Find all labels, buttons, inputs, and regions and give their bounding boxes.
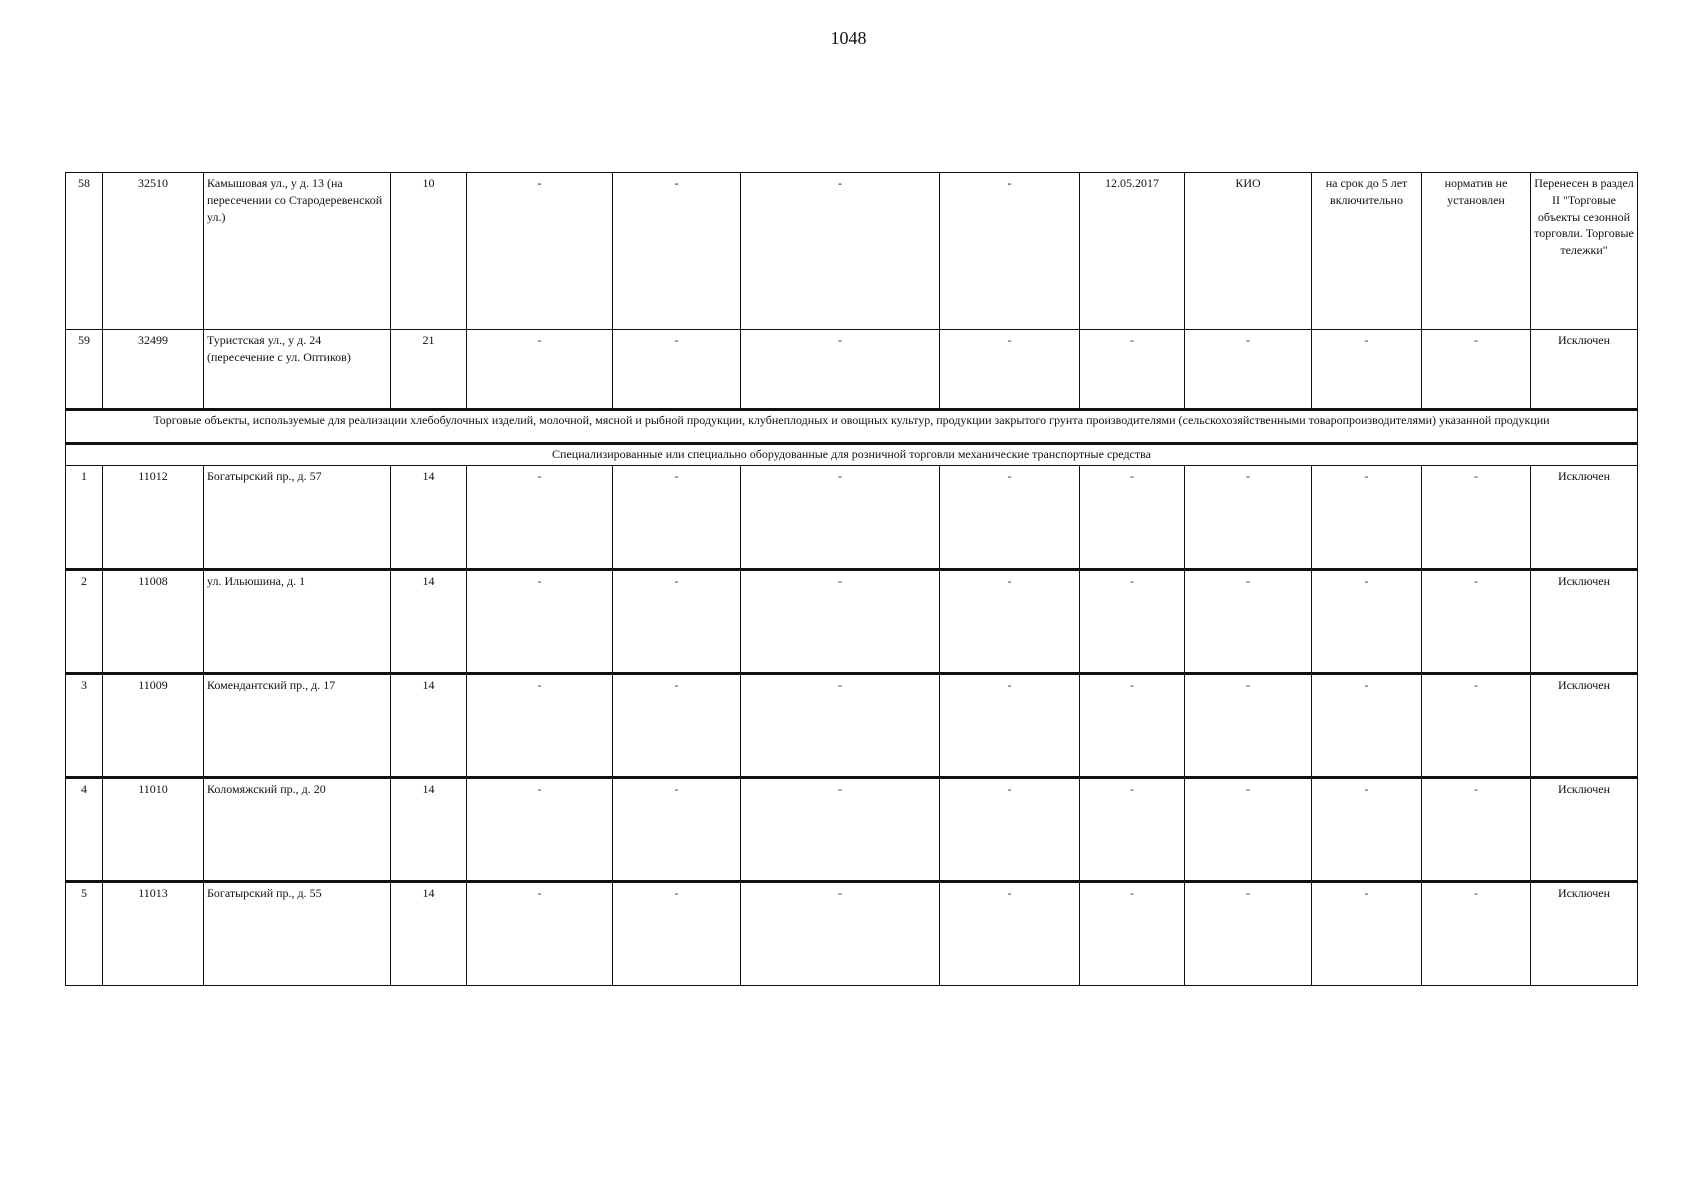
cell-col7: - — [741, 173, 940, 330]
cell-area: 10 — [391, 173, 467, 330]
cell-note: Перенесен в раздел II "Торговые объекты сезонной торговли. Торговые тележки" — [1531, 173, 1638, 330]
table-body-top — [66, 173, 1638, 410]
cell-address: Камышовая ул., у д. 13 (на пересечении со Стародеревенской ул.) — [204, 173, 391, 330]
cell-org: - — [1185, 330, 1312, 410]
cell-org: - — [1185, 881, 1312, 985]
cell-col7: - — [741, 881, 940, 985]
cell-col6: - — [613, 777, 741, 881]
cell-num: 1 — [66, 465, 103, 569]
cell-code: 11008 — [103, 569, 204, 673]
cell-note: Исключен — [1531, 777, 1638, 881]
cell-col6: - — [613, 673, 741, 777]
table-row — [66, 673, 1638, 777]
page-number: 1048 — [830, 28, 867, 48]
cell-num: 4 — [66, 777, 103, 881]
cell-col6: - — [613, 569, 741, 673]
cell-date: - — [1080, 777, 1185, 881]
cell-col7: - — [741, 569, 940, 673]
cell-term: на срок до 5 лет включительно — [1312, 173, 1422, 330]
cell-col6: - — [613, 173, 741, 330]
table-row — [66, 777, 1638, 881]
table-row — [66, 881, 1638, 985]
cell-date: - — [1080, 673, 1185, 777]
cell-term: - — [1312, 881, 1422, 985]
cell-area: 21 — [391, 330, 467, 410]
cell-col8: - — [940, 173, 1080, 330]
cell-col8: - — [940, 777, 1080, 881]
cell-col8: - — [940, 330, 1080, 410]
cell-col6: - — [613, 465, 741, 569]
cell-area: 14 — [391, 673, 467, 777]
cell-org: - — [1185, 777, 1312, 881]
cell-term: - — [1312, 569, 1422, 673]
cell-org: - — [1185, 465, 1312, 569]
cell-area: 14 — [391, 881, 467, 985]
cell-num: 5 — [66, 881, 103, 985]
cell-code: 32499 — [103, 330, 204, 410]
cell-area: 14 — [391, 465, 467, 569]
cell-note: Исключен — [1531, 881, 1638, 985]
cell-norm: - — [1422, 777, 1531, 881]
cell-col5: - — [467, 330, 613, 410]
cell-col5: - — [467, 465, 613, 569]
section-subtitle-row — [66, 444, 1638, 466]
cell-num: 3 — [66, 673, 103, 777]
cell-num: 58 — [66, 173, 103, 330]
cell-date: - — [1080, 330, 1185, 410]
cell-col5: - — [467, 673, 613, 777]
cell-num: 59 — [66, 330, 103, 410]
cell-norm: - — [1422, 330, 1531, 410]
cell-address: Богатырский пр., д. 55 — [204, 881, 391, 985]
cell-area: 14 — [391, 569, 467, 673]
cell-norm: норматив не установлен — [1422, 173, 1531, 330]
cell-col5: - — [467, 777, 613, 881]
cell-norm: - — [1422, 673, 1531, 777]
cell-col5: - — [467, 173, 613, 330]
cell-org: КИО — [1185, 173, 1312, 330]
cell-col6: - — [613, 330, 741, 410]
cell-col6: - — [613, 881, 741, 985]
cell-code: 11012 — [103, 465, 204, 569]
cell-col8: - — [940, 673, 1080, 777]
cell-code: 11010 — [103, 777, 204, 881]
registry-table — [65, 172, 1638, 986]
cell-org: - — [1185, 569, 1312, 673]
table-row — [66, 569, 1638, 673]
table-row — [66, 173, 1638, 330]
cell-term: - — [1312, 673, 1422, 777]
section-subtitle: Специализированные или специально оборудованные для розничной торговли механические транспортные средства — [66, 444, 1638, 466]
cell-col7: - — [741, 465, 940, 569]
cell-col7: - — [741, 673, 940, 777]
cell-address: ул. Ильюшина, д. 1 — [204, 569, 391, 673]
cell-address: Коломяжский пр., д. 20 — [204, 777, 391, 881]
cell-note: Исключен — [1531, 673, 1638, 777]
cell-note: Исключен — [1531, 465, 1638, 569]
cell-col7: - — [741, 330, 940, 410]
section-header — [66, 410, 1638, 466]
cell-col8: - — [940, 881, 1080, 985]
cell-norm: - — [1422, 881, 1531, 985]
cell-col8: - — [940, 465, 1080, 569]
cell-date: - — [1080, 465, 1185, 569]
cell-col8: - — [940, 569, 1080, 673]
table-row — [66, 330, 1638, 410]
cell-date: 12.05.2017 — [1080, 173, 1185, 330]
table-body-bottom — [66, 465, 1638, 985]
cell-code: 32510 — [103, 173, 204, 330]
cell-date: - — [1080, 881, 1185, 985]
cell-address: Туристская ул., у д. 24 (пересечение с ул. Оптиков) — [204, 330, 391, 410]
cell-code: 11009 — [103, 673, 204, 777]
cell-area: 14 — [391, 777, 467, 881]
cell-address: Комендантский пр., д. 17 — [204, 673, 391, 777]
cell-norm: - — [1422, 569, 1531, 673]
cell-code: 11013 — [103, 881, 204, 985]
cell-num: 2 — [66, 569, 103, 673]
cell-note: Исключен — [1531, 569, 1638, 673]
cell-col5: - — [467, 569, 613, 673]
cell-date: - — [1080, 569, 1185, 673]
cell-org: - — [1185, 673, 1312, 777]
section-title: Торговые объекты, используемые для реализации хлебобулочных изделий, молочной, мясной и рыбной продукции, клубнеплодных и овощных культур, продукции закрытого грунта производителями (сельскохозяйственными товаропроизводителями) указанной продукции — [66, 410, 1638, 444]
cell-col5: - — [467, 881, 613, 985]
cell-norm: - — [1422, 465, 1531, 569]
table-row — [66, 465, 1638, 569]
section-title-row — [66, 410, 1638, 444]
cell-note: Исключен — [1531, 330, 1638, 410]
cell-col7: - — [741, 777, 940, 881]
cell-address: Богатырский пр., д. 57 — [204, 465, 391, 569]
cell-term: - — [1312, 777, 1422, 881]
cell-term: - — [1312, 465, 1422, 569]
cell-term: - — [1312, 330, 1422, 410]
